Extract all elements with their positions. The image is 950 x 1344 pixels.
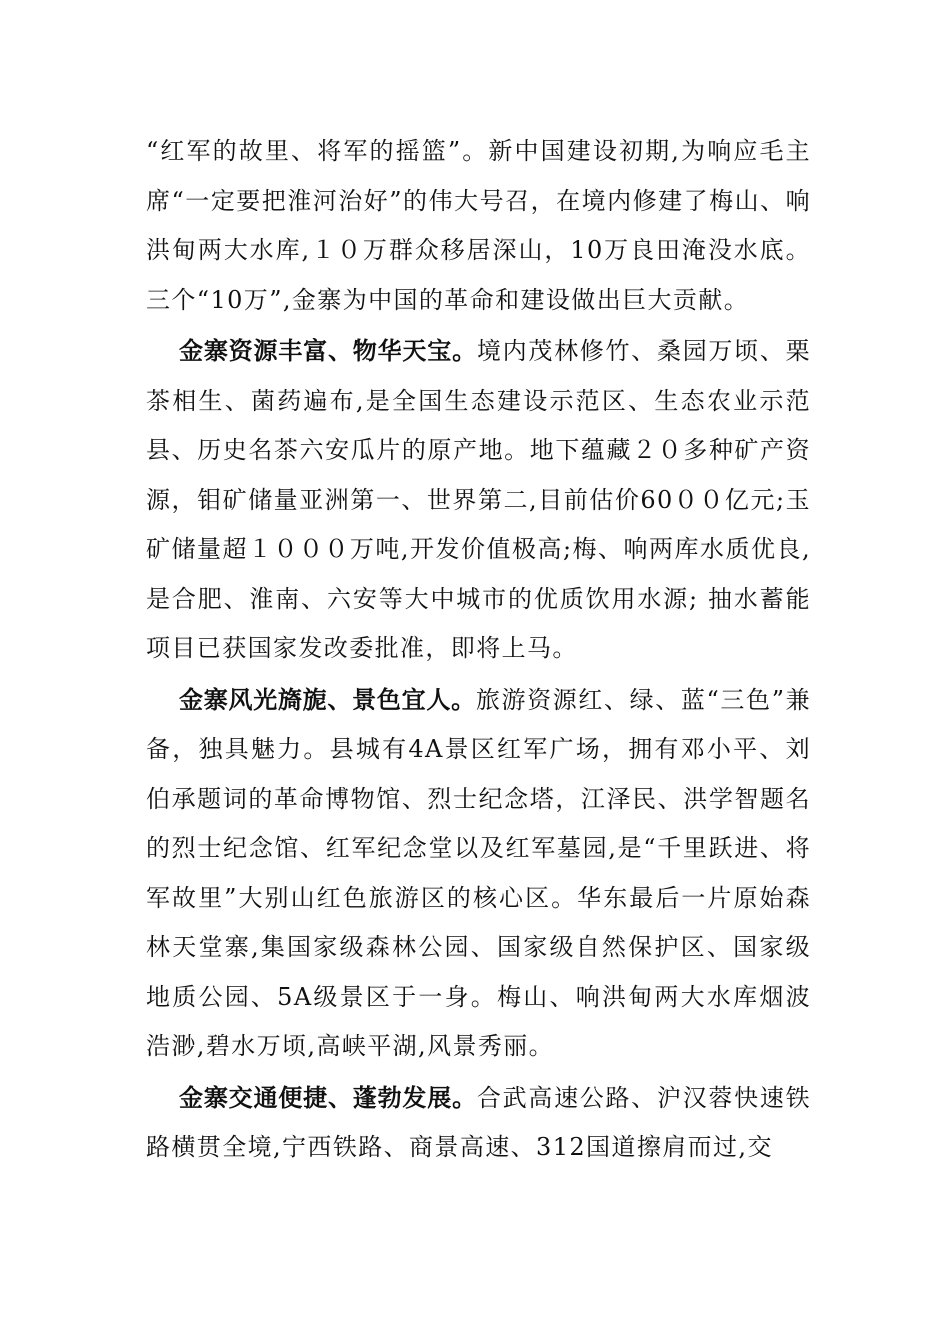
paragraph-text: “红军的故里、将军的摇篮”。新中国建设初期,为响应毛主席“一定要把淮河治好”的伟大号召，在境内修建了梅山、响洪甸两大水库,１０万群众移居深山，10万良田淹没水底。三个“10万”,金寨为中国的革命和建设做出巨大贡献。 [146, 137, 811, 314]
paragraph-scenery [146, 676, 811, 1072]
paragraph-text: 旅游资源红、绿、蓝“三色”兼备，独具魅力。县城有4A景区红军广场，拥有邓小平、刘伯承题词的革命博物馆、烈士纪念塔，江泽民、洪学智题名的烈士纪念馆、红军纪念堂以及红军墓园,是“千里跃进、将军故里”大别山红色旅游区的核心区。华东最后一片原始森林天堂寨,集国家级森林公园、国家级自然保护区、国家级地质公园、5A级景区于一身。梅山、响洪甸两大水库烟波浩渺,碧水万顷,高峡平湖,风景秀丽。 [146, 685, 811, 1060]
paragraph-transport [146, 1074, 811, 1173]
paragraph-lead: 金寨风光旖旎、景色宜人。 [179, 685, 476, 714]
paragraph-lead: 金寨交通便捷、蓬勃发展。 [179, 1083, 477, 1112]
paragraph-resources [146, 327, 811, 674]
paragraph-text: 合武高速公路、沪汉蓉快速铁路横贯全境,宁西铁路、商景高速、312国道擦肩而过,交 [146, 1083, 812, 1161]
paragraph-lead: 金寨资源丰富、物华天宝。 [179, 337, 477, 365]
paragraph-text: 境内茂林修竹、桑园万顷、栗茶相生、菌药遍布,是全国生态建设示范区、生态农业示范县、历史名茶六安瓜片的原产地。地下蕴藏２０多种矿产资源，钼矿储量亚洲第一、世界第二,目前估价60００亿元;玉矿储量超１０００万吨,开发价值极高;梅、响两库水质优良,是合肥、淮南、六安等大中城市的优质饮用水源; 抽水蓄能项目已获国家发改委批准，即将上马。 [146, 337, 812, 662]
paragraph-history [146, 127, 811, 325]
document-page [146, 127, 811, 1173]
